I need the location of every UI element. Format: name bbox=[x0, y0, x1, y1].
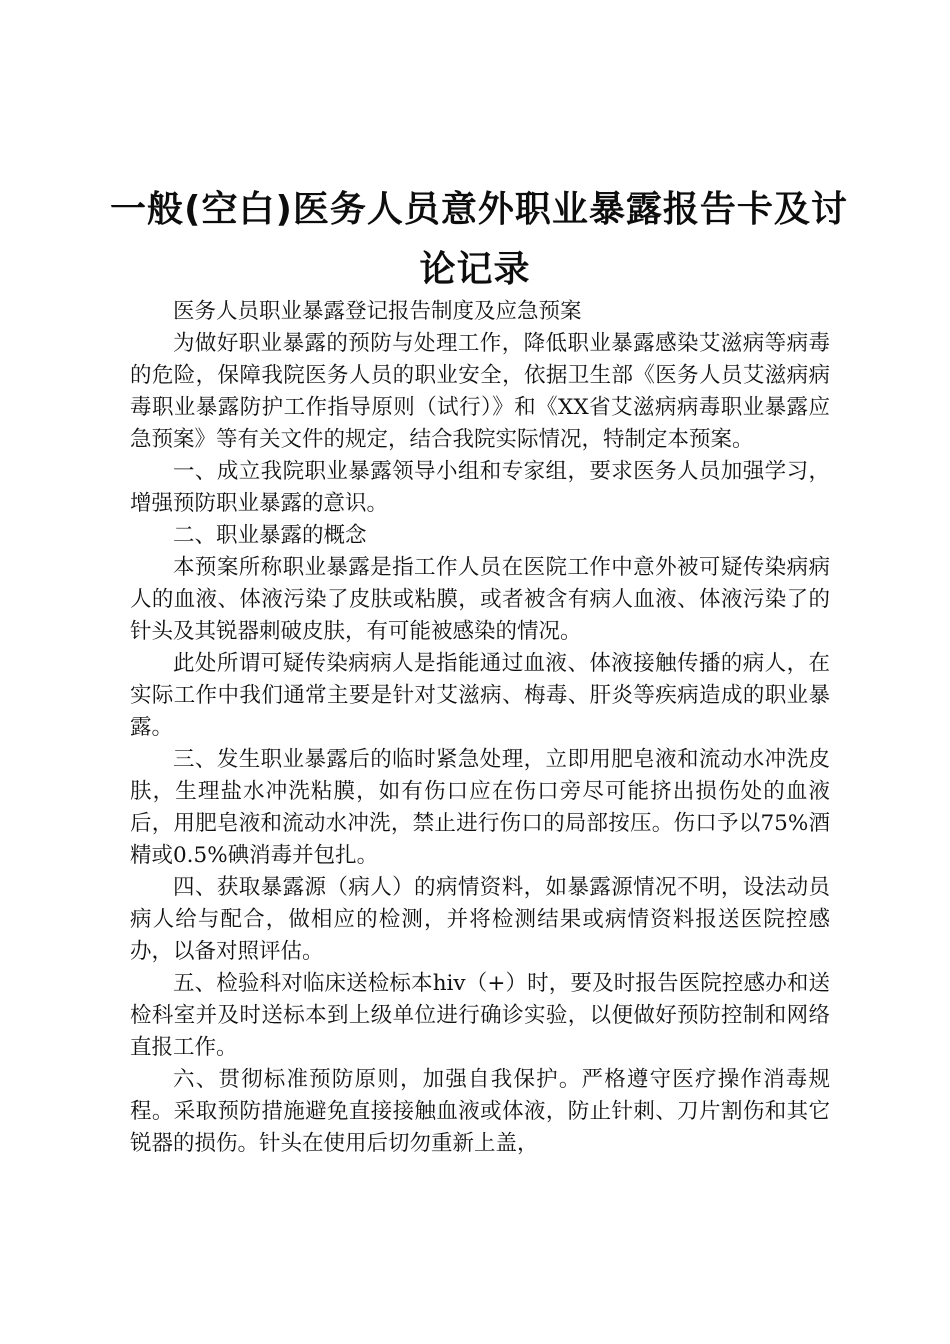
paragraph-section-2-note: 此处所谓可疑传染病病人是指能通过血液、体液接触传播的病人，在实际工作中我们通常主要是针对艾滋病、梅毒、肝炎等疾病造成的职业暴露。 bbox=[130, 651, 830, 740]
paragraph-intro: 为做好职业暴露的预防与处理工作，降低职业暴露感染艾滋病等病毒的危险，保障我院医务人员的职业安全，依据卫生部《医务人员艾滋病病毒职业暴露防护工作指导原则（试行）》和《XX省艾滋病病毒职业暴露应急预案》等有关文件的规定，结合我院实际情况，特制定本预案。 bbox=[130, 331, 830, 452]
paragraph-section-3: 三、发生职业暴露后的临时紧急处理，立即用肥皂液和流动水冲洗皮肤，生理盐水冲洗粘膜，如有伤口应在伤口旁尽可能挤出损伤处的血液后，用肥皂液和流动水冲洗，禁止进行伤口的局部按压。伤口予以75%酒精或0.5%碘消毒并包扎。 bbox=[130, 747, 830, 868]
document-title-line-2: 论记录 bbox=[419, 249, 531, 290]
document-title-line-1: 一般(空白)医务人员意外职业暴露报告卡及讨 bbox=[110, 189, 848, 230]
paragraph-section-4: 四、获取暴露源（病人）的病情资料，如暴露源情况不明，设法动员病人给与配合，做相应的检测，并将检测结果或病情资料报送医院控感办，以备对照评估。 bbox=[130, 875, 830, 964]
paragraph-section-2-definition: 本预案所称职业暴露是指工作人员在医院工作中意外被可疑传染病病人的血液、体液污染了皮肤或粘膜，或者被含有病人血液、体液污染了的针头及其锐器刺破皮肤，有可能被感染的情况。 bbox=[130, 555, 830, 644]
paragraph-section-6: 六、贯彻标准预防原则，加强自我保护。严格遵守医疗操作消毒规程。采取预防措施避免直接接触血液或体液，防止针刺、刀片割伤和其它锐器的损伤。针头在使用后切勿重新上盖， bbox=[130, 1067, 830, 1156]
paragraph-section-1: 一、成立我院职业暴露领导小组和专家组，要求医务人员加强学习，增强预防职业暴露的意识。 bbox=[130, 459, 830, 516]
paragraph-section-2-heading: 二、职业暴露的概念 bbox=[173, 523, 367, 548]
paragraph-section-5: 五、检验科对临床送检标本hiv（+）时，要及时报告医院控感办和送检科室并及时送标本到上级单位进行确诊实验，以便做好预防控制和网络直报工作。 bbox=[130, 971, 830, 1060]
document-body bbox=[130, 296, 830, 1160]
paragraph-subtitle: 医务人员职业暴露登记报告制度及应急预案 bbox=[173, 299, 582, 324]
